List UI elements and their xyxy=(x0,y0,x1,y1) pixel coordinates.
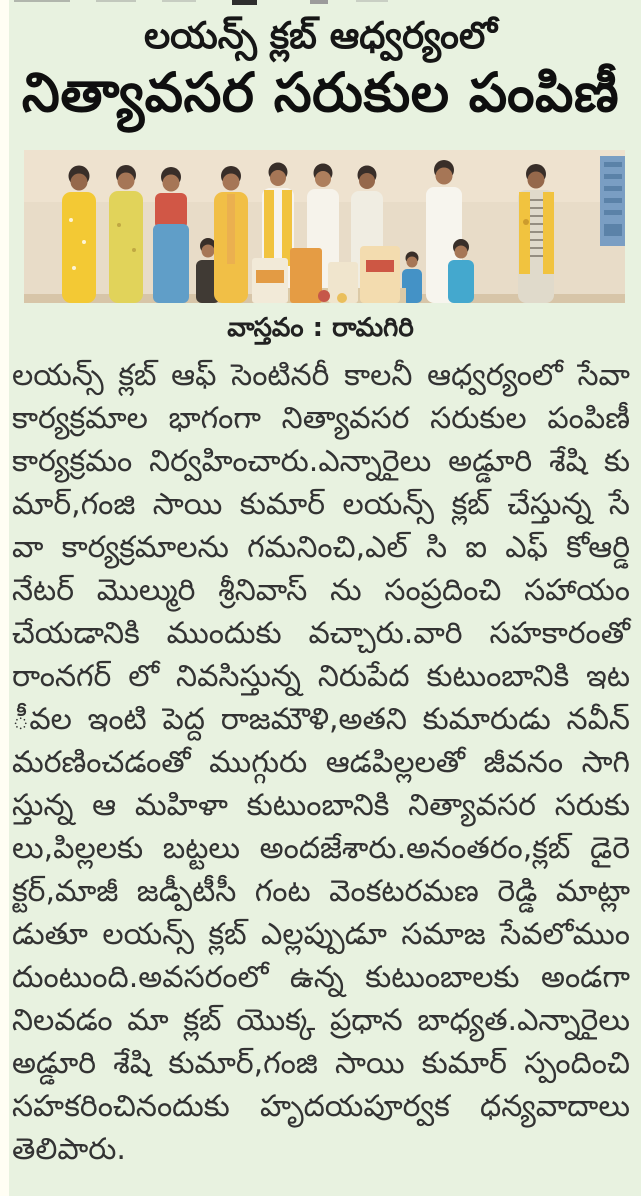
crop-fragment xyxy=(162,0,196,2)
byline: వాస్తవం : రామగిరి xyxy=(227,313,414,343)
crop-fragment xyxy=(356,0,388,2)
photo-fade-overlay xyxy=(24,150,625,303)
article-body xyxy=(12,354,630,1171)
body-line: కార్యక్రమం నిర్వహించారు.ఎన్నారైలు అడ్డూరి శేషి కు xyxy=(12,444,630,479)
body-line: వా కార్యక్రమాలను గమనించి,ఎల్ సి ఐ ఎఫ్ కోఆర్డి xyxy=(12,530,630,565)
article-photo xyxy=(24,150,625,303)
body-line: తెలిపారు. xyxy=(12,1132,126,1167)
crop-fragment xyxy=(310,0,328,4)
body-line: మరణించడంతో ముగ్గురు ఆడపిల్లలతో జీవనం సాగి xyxy=(12,745,630,780)
body-line: అడ్డూరి శేషి కుమార్,గంజి సాయి కుమార్ స్పందించి xyxy=(12,1046,630,1081)
body-line: సహకరించినందుకు హృదయపూర్వక ధన్యవాదాలు xyxy=(12,1089,630,1124)
body-line: కార్యక్రమాల భాగంగా నిత్యావసర సరుకుల పంపిణీ xyxy=(12,401,630,436)
headline-kicker: లయన్స్ క్లబ్ ఆధ్వర్యంలో xyxy=(143,14,498,57)
crop-fragment xyxy=(14,0,70,2)
body-line: లు,పిల్లలకు బట్టలు అందజేశారు.అనంతరం,క్లబ్ డైరె xyxy=(12,831,630,866)
body-line: స్తున్న ఆ మహిళా కుటుంబానికి నిత్యావసర సరుకు xyxy=(12,788,630,823)
body-line: ీవల ఇంటి పెద్ద రాజమౌళి,అతని కుమారుడు నవీన్ xyxy=(12,702,630,737)
body-line: రాంనగర్ లో నివసిస్తున్న నిరుపేద కుటుంబానికి ఇట xyxy=(12,659,630,694)
body-line: నేటర్ మొల్మురి శ్రీనివాస్ ను సంప్రదించి సహాయం xyxy=(12,573,630,608)
body-line: డుతూ లయన్స్ క్లబ్ ఎల్లప్పుడూ సమాజ సేవలోముం xyxy=(12,917,630,952)
body-line: క్టర్,మాజీ జడ్పీటీసీ గంట వెంకటరమణ రెడ్డి మాట్లా xyxy=(12,874,630,909)
crop-fragment xyxy=(232,0,257,5)
crop-fragment xyxy=(96,0,136,2)
headline: నిత్యావసర సరుకుల పంపిణీ xyxy=(21,61,620,124)
body-line: నిలవడం మా క్లబ్ యొక్క ప్రధాన బాధ్యత.ఎన్నారైలు xyxy=(12,1003,630,1038)
body-line: లయన్స్ క్లబ్ ఆఫ్ సెంటినరీ కాలనీ ఆధ్వర్యంలో సేవా xyxy=(12,358,630,393)
page-left-margin xyxy=(0,0,9,1196)
body-line: దుంటుంది.అవసరంలో ఉన్న కుటుంబాలకు అండగా xyxy=(12,960,630,995)
body-line: చేయడానికి ముందుకు వచ్చారు.వారి సహకారంతో xyxy=(12,616,630,651)
body-line: మార్,గంజి సాయి కుమార్ లయన్స్ క్లబ్ చేస్తున్న సే xyxy=(12,487,630,522)
